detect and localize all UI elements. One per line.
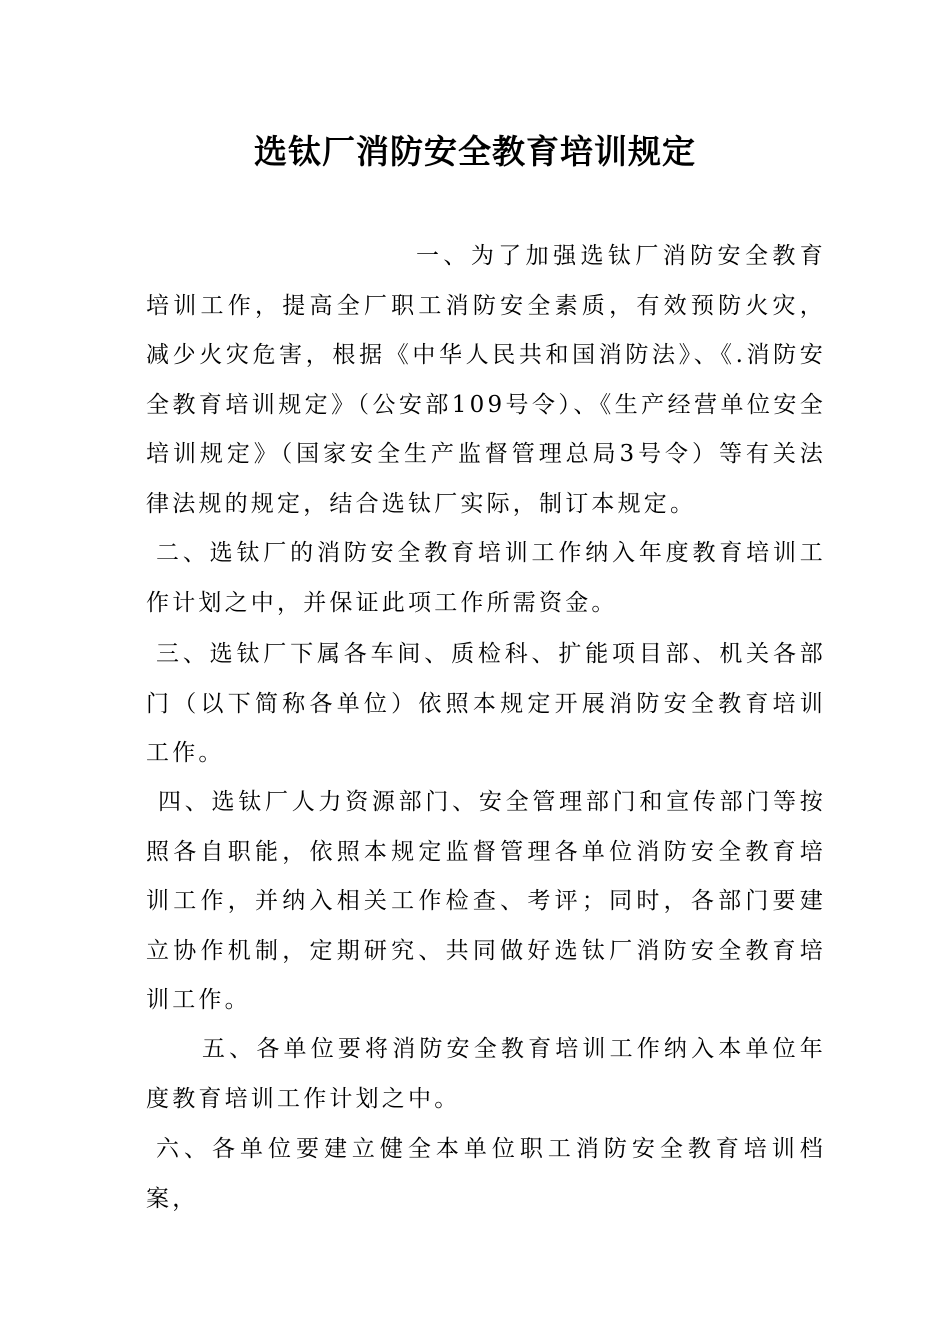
- document-title: 选钛厂消防安全教育培训规定: [254, 132, 696, 171]
- paragraph-2: 二、选钛厂的消防安全教育培训工作纳入年度教育培训工作计划之中，并保证此项工作所需资金。: [146, 540, 826, 616]
- paragraph-5: 五、各单位要将消防安全教育培训工作纳入本单位年度教育培训工作计划之中。: [146, 1036, 826, 1112]
- paragraph-3: 三、选钛厂下属各车间、质检科、扩能项目部、机关各部门（以下简称各单位）依照本规定开展消防安全教育培训工作。: [146, 641, 826, 766]
- paragraph-4: 四、选钛厂人力资源部门、安全管理部门和宣传部门等按照各自职能，依照本规定监督管理各单位消防安全教育培训工作，并纳入相关工作检查、考评；同时，各部门要建立协作机制，定期研究、共同做好选钛厂消防安全教育培训工作。: [146, 789, 826, 1013]
- paragraph-1: 一、为了加强选钛厂消防安全教育培训工作，提高全厂职工消防安全素质，有效预防火灾，减少火灾危害，根据《中华人民共和国消防法》、《.消防安全教育培训规定》（公安部109号令）、《生产经营单位安全培训规定》（国家安全生产监督管理总局3号令）等有关法律法规的规定，结合选钛厂实际，制订本规定。: [146, 243, 826, 517]
- paragraph-6: 六、各单位要建立健全本单位职工消防安全教育培训档案，: [146, 1136, 826, 1212]
